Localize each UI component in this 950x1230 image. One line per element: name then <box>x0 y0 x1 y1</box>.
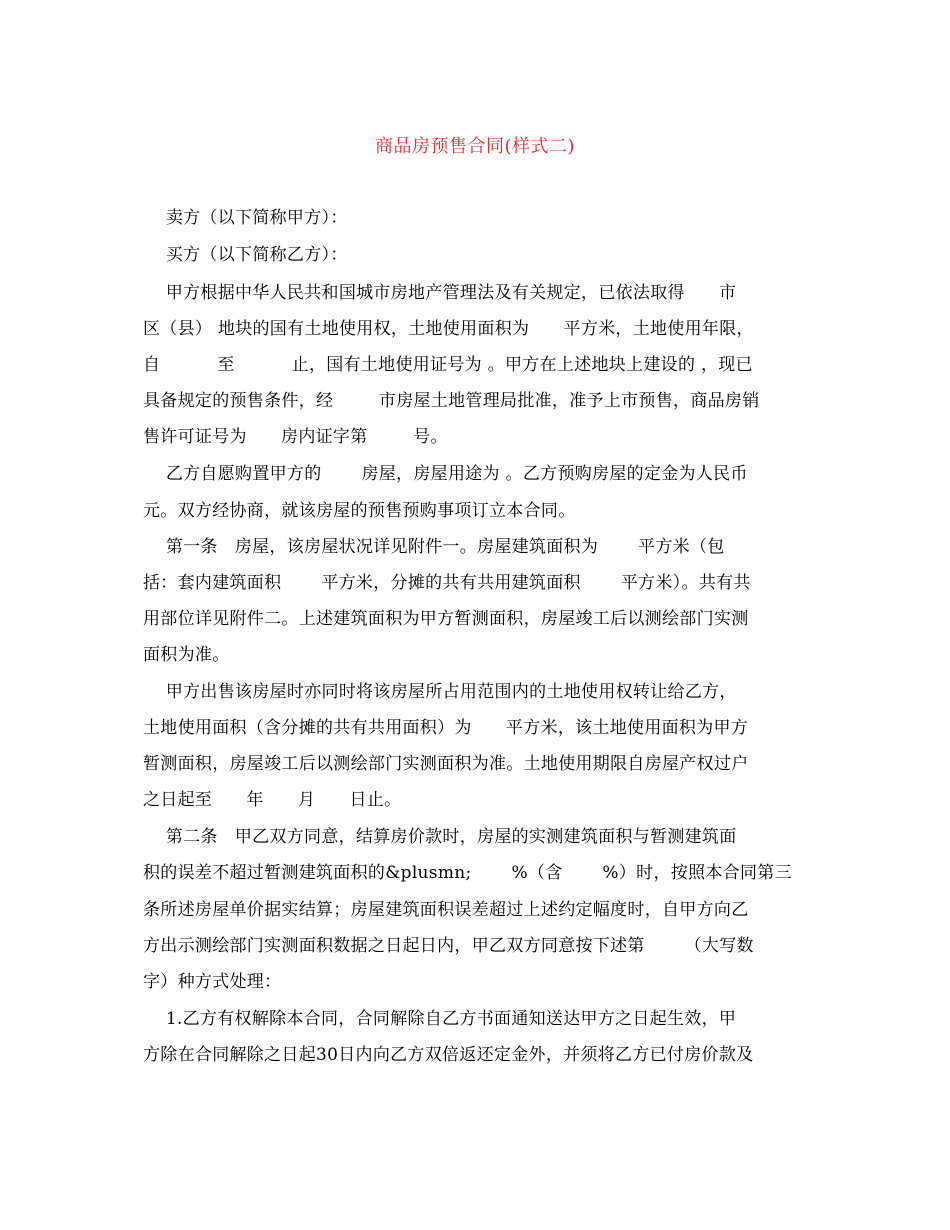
text-line: 买方（以下简称乙方）： <box>143 245 348 265</box>
text-line: 方出示测绘部门实测面积数据之日起日内，甲乙双方同意按下述第 （大写数 <box>143 936 754 956</box>
text-line: 售许可证号为 房内证字第 号。 <box>143 427 448 447</box>
text-line: 字）种方式处理： <box>143 972 282 992</box>
text-line: 1.乙方有权解除本合同，合同解除自乙方书面通知送达甲方之日起生效，甲 <box>143 1009 737 1029</box>
text-line: 方除在合同解除之日起30日内向乙方双倍返还定金外，并须将乙方已付房价款及 <box>143 1045 754 1065</box>
text-line: 甲方根据中华人民共和国城市房地产管理法及有关规定，已依法取得 市 <box>143 283 737 303</box>
text-line: 土地使用面积（含分摊的共有共用面积）为 平方米，该土地使用面积为甲方 <box>143 718 749 738</box>
document-title: 商品房预售合同(样式二) <box>374 136 576 157</box>
text-line: 暂测面积，房屋竣工后以测绘部门实测面积为准。土地使用期限自房屋产权过户 <box>143 754 749 774</box>
text-line: 之日起至 年 月 日止。 <box>143 790 402 810</box>
text-line: 用部位详见附件二。上述建筑面积为甲方暂测面积，房屋竣工后以测绘部门实测 <box>143 609 749 629</box>
text-line: 第二条 甲乙双方同意，结算房价款时，房屋的实测建筑面积与暂测建筑面 <box>143 827 737 847</box>
text-line: 面积为准。 <box>143 645 230 665</box>
text-line: 条所述房屋单价据实结算；房屋建筑面积误差超过上述约定幅度时，自甲方向乙 <box>143 900 749 920</box>
text-line: 卖方（以下简称甲方）： <box>143 208 348 228</box>
text-line: 甲方出售该房屋时亦同时将该房屋所占用范围内的土地使用权转让给乙方， <box>143 682 737 702</box>
text-line: 第一条 房屋，该房屋状况详见附件一。房屋建筑面积为 平方米（包 <box>143 537 725 557</box>
text-line: 区（县） 地块的国有土地使用权，土地使用面积为 平方米，土地使用年限， <box>143 319 754 339</box>
text-line: 括：套内建筑面积 平方米，分摊的共有共用建筑面积 平方米）。共有共 <box>143 573 751 593</box>
text-line: 自 至 止，国有土地使用证号为 。甲方在上述地块上建设的 ，现已 <box>143 355 753 375</box>
text-line: 乙方自愿购置甲方的 房屋，房屋用途为 。乙方预购房屋的定金为人民币 <box>143 464 748 484</box>
text-line: 具备规定的预售条件，经 市房屋土地管理局批准，准予上市预售，商品房销 <box>143 391 760 411</box>
text-line: 元。双方经协商，就该房屋的预售预购事项订立本合同。 <box>143 501 576 521</box>
text-line: 积的误差不超过暂测建筑面积的&plusmn; %（含 %）时，按照本合同第三 <box>143 863 792 883</box>
